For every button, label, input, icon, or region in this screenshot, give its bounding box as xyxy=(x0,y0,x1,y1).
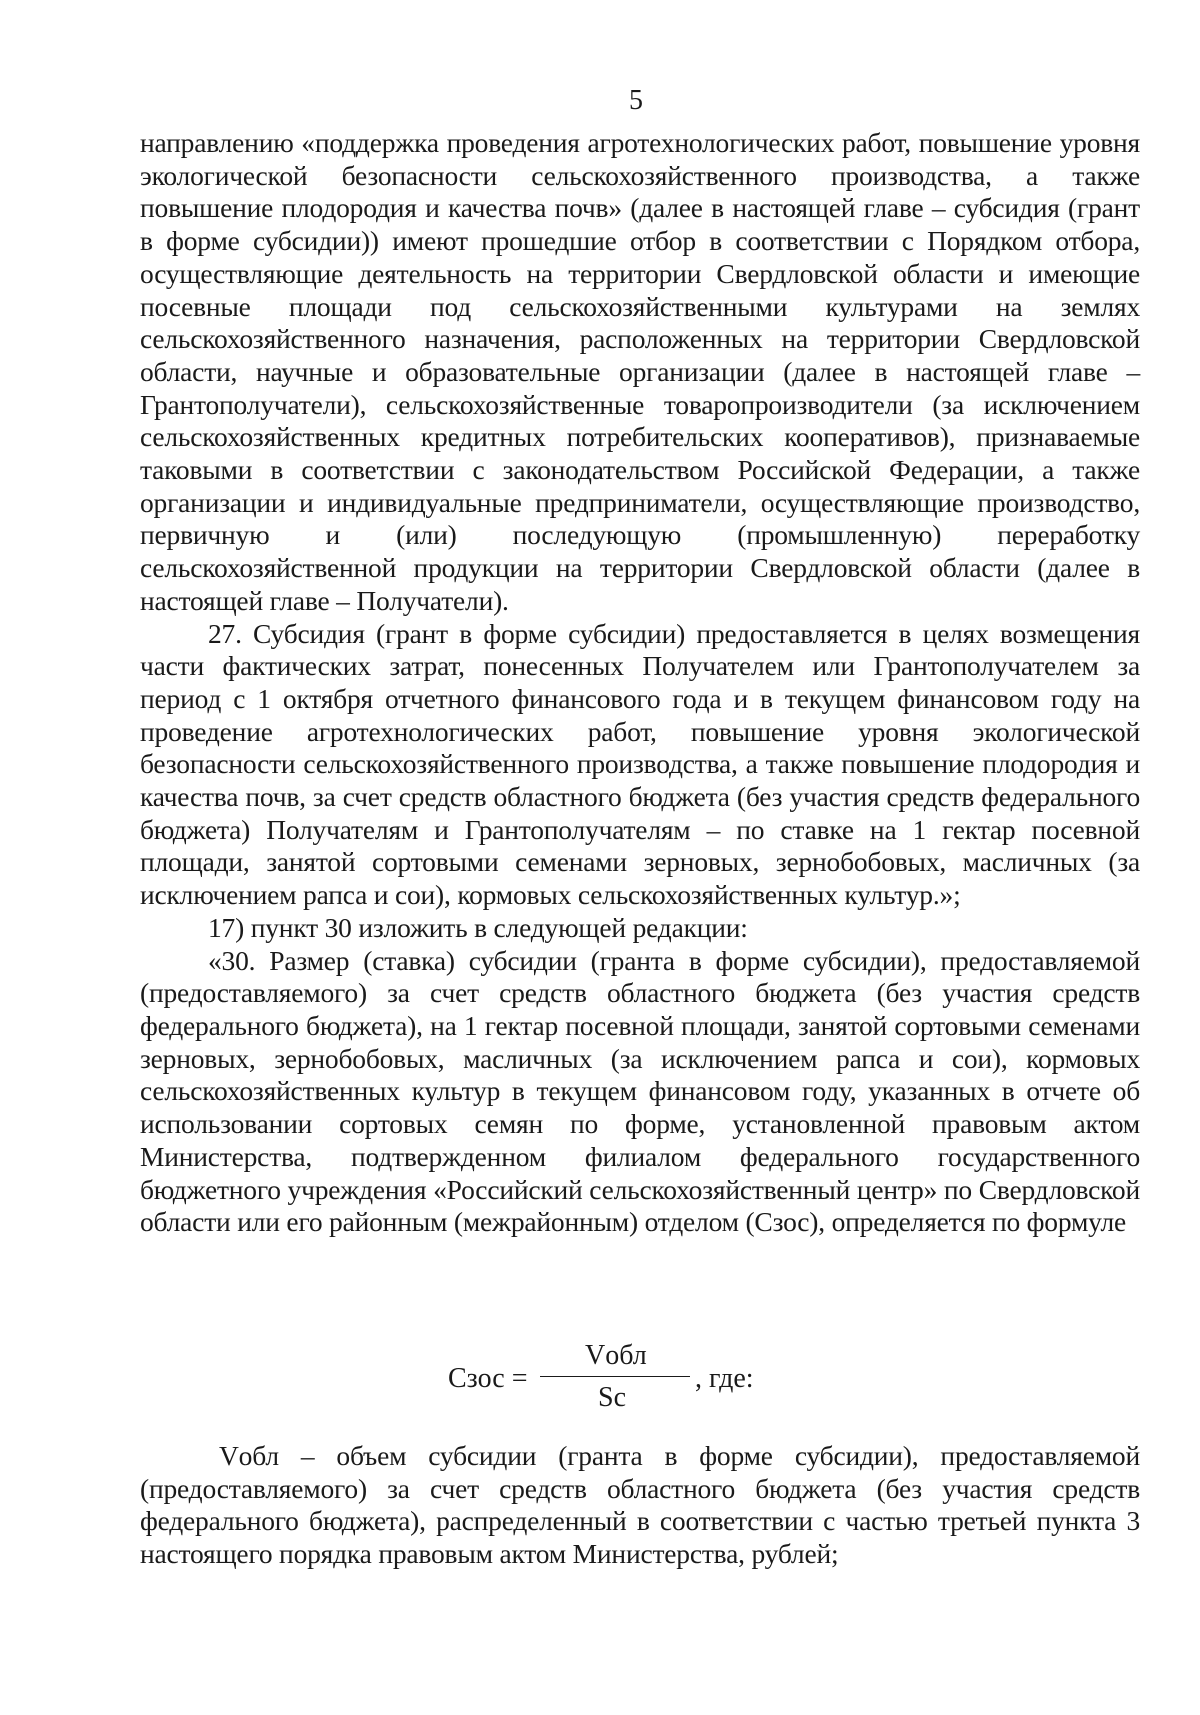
document-body xyxy=(140,127,1140,1239)
paragraph-continuation: направлению «поддержка проведения агротехнологических работ, повышение уровня экологической безопасности сельскохозяйственного производства, а также повышение плодородия и качества почв» (далее в настоящей главе – субсидия (грант в форме субсидии)) имеют прошедшие отбор в соответствии с Порядком отбора, осуществляющие деятельность на территории Свердловской области и имеющие посевные площади под сельскохозяйственными культурами на землях сельскохозяйственного назначения, расположенных на территории Свердловской области, научные и образовательные организации (далее в настоящей главе – Грантополучатели), сельскохозяйственные товаропроизводители (за исключением сельскохозяйственных кредитных потребительских кооперативов), признаваемые таковыми в соответствии с законодательством Российской Федерации, а также организации и индивидуальные предприниматели, осуществляющие производство, первичную и (или) последующую (промышленную) переработку сельскохозяйственной продукции на территории Свердловской области (далее в настоящей главе – Получатели). xyxy=(140,127,1140,616)
formula-numerator: Vобл xyxy=(585,1340,647,1371)
formula-denominator: Sс xyxy=(598,1382,626,1413)
definition-vobl: Vобл – объем субсидии (гранта в форме субсидии), предоставляемой (предоставляемого) за счет средств областного бюджета (без участия средств федерального бюджета), распределенный в соответствии с частью третьей пункта 3 настоящего порядка правовым актом Министерства, рублей; xyxy=(140,1440,1140,1570)
fraction-bar xyxy=(540,1376,690,1377)
formula-tail: , где: xyxy=(695,1363,754,1394)
definitions xyxy=(140,1440,1140,1571)
paragraph-27: 27. Субсидия (грант в форме субсидии) предоставляется в целях возмещения части фактических затрат, понесенных Получателем или Грантополучателем за период с 1 октября отчетного финансового года и в текущем финансовом году на проведение агротехнологических работ, повышение уровня экологической безопасности сельскохозяйственного производства, а также повышение плодородия и качества почв, за счет средств областного бюджета (без участия средств федерального бюджета) Получателям и Грантополучателям – по ставке на 1 гектар посевной площади, занятой сортовыми семенами зерновых, зернобобовых, масличных (за исключением рапса и сои), кормовых сельскохозяйственных культур.»; xyxy=(140,617,1140,911)
paragraph-amendment-17: 17) пункт 30 изложить в следующей редакции: xyxy=(208,911,748,943)
formula-lhs: Сзос = xyxy=(448,1363,528,1394)
paragraph-30: «30. Размер (ставка) субсидии (гранта в форме субсидии), предоставляемой (предоставляемого) за счет средств областного бюджета (без участия средств федерального бюджета), на 1 гектар посевной площади, занятой сортовыми семенами зерновых, зернобобовых, масличных (за исключением рапса и сои), кормовых сельскохозяйственных культур в текущем финансовом году, указанных в отчете об использовании сортовых семян по форме, установленной правовым актом Министерства, подтвержденном филиалом федерального государственного бюджетного учреждения «Российский сельскохозяйственный центр» по Свердловской области или его районным (межрайонным) отделом (Сзос), определяется по формуле xyxy=(140,944,1140,1238)
page-number: 5 xyxy=(629,85,643,116)
